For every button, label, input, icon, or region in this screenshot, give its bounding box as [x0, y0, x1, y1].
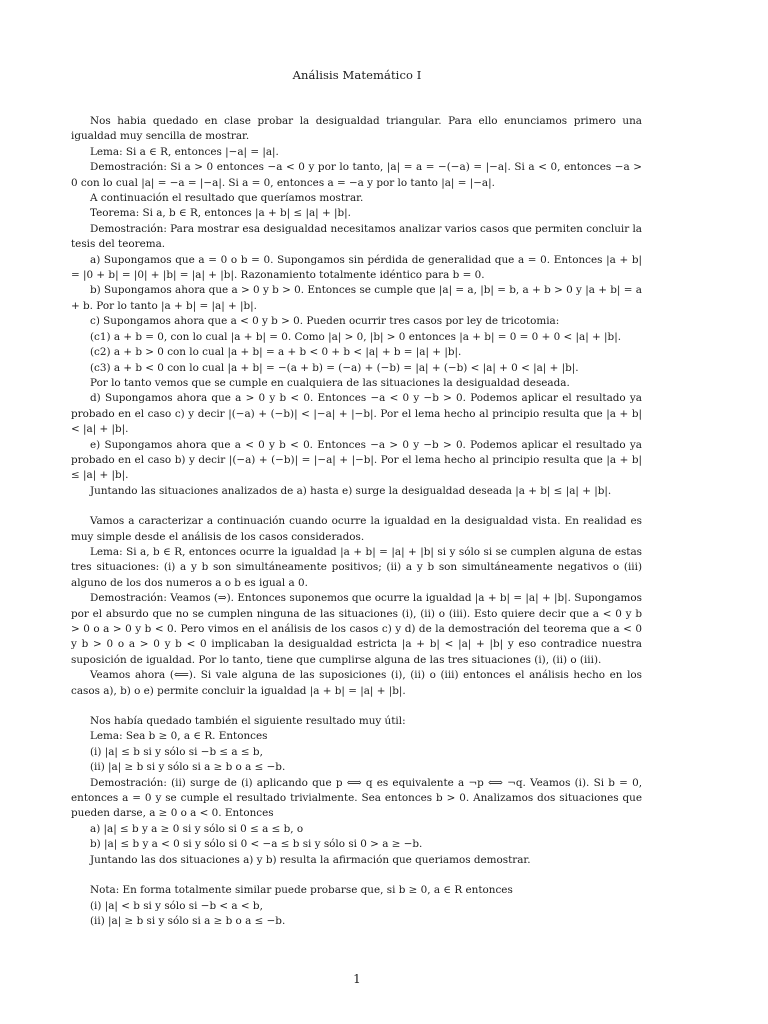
paragraph: Demostración: Para mostrar esa desigualdad necesitamos analizar varios casos que permiten concluir la tesis del teorema.: [71, 222, 642, 251]
paragraph-gap: [71, 699, 642, 714]
paragraph: Demostración: Veamos (⇒). Entonces suponemos que ocurre la igualdad |a + b| = |a| + |b|. Supongamos por el absurdo que no se cumplen ninguna de las situaciones (i), (ii) o (iii). Esto quiere decir que a < 0 y b > 0 o a > 0 y b < 0. Pero vimos en el análisis de los casos c) y d) de la demostración del teorema que a < 0 y b > 0 o a > 0 y b < 0 implicaban la desigualdad estricta |a + b| < |a| + |b| y eso contradice nuestra suposición de igualdad. Por lo tanto, tiene que cumplirse alguna de las tres situaciones (i), (ii) o (iii).: [71, 592, 642, 666]
paragraph: Por lo tanto vemos que se cumple en cualquiera de las situaciones la desigualdad deseada.: [90, 376, 570, 389]
paragraph-gap: [71, 499, 642, 514]
paragraph: a) Supongamos que a = 0 o b = 0. Supongamos sin pérdida de generalidad que a = 0. Entonces |a + b| = |0 + b| = |0| + |b| = |a| + |b|. Razonamiento totalmente idéntico para b = 0.: [71, 253, 642, 282]
paragraph: (ii) |a| ≥ b si y sólo si a ≥ b o a ≤ −b.: [90, 761, 286, 774]
paragraph: Nota: En forma totalmente similar puede probarse que, si b ≥ 0, a ∈ R entonces: [90, 884, 513, 897]
paragraph: Veamos ahora (⟸). Si vale alguna de las suposiciones (i), (ii) o (iii) entonces el análisis hecho en los casos a), b) o e) permite concluir la igualdad |a + b| = |a| + |b|.: [71, 669, 642, 697]
paragraph: Nos había quedado también el siguiente resultado muy útil:: [90, 715, 406, 728]
paragraph: (c2) a + b > 0 con lo cual |a + b| = a + b < 0 + b < |a| + b = |a| + |b|.: [90, 346, 462, 359]
paragraph: e) Supongamos ahora que a < 0 y b < 0. Entonces −a > 0 y −b > 0. Podemos aplicar el resultado ya probado en el caso b) y decir |(−a) + (−b)| = |−a| + |−b|. Por el lema hecho al principio resulta que |a + b| ≤ |a| + |b|.: [71, 438, 642, 482]
paragraph: Demostración: Si a > 0 entonces −a < 0 y por lo tanto, |a| = a = −(−a) = |−a|. Si a < 0, entonces −a > 0 con lo cual |a| = −a = |−a|. Si a = 0, entonces a = −a y por lo tanto |a| = |−a|.: [71, 161, 642, 189]
paragraph: Vamos a caracterizar a continuación cuando ocurre la igualdad en la desigualdad vista. En realidad es muy simple desde el análisis de los casos considerados.: [71, 515, 642, 543]
paragraph: b) Supongamos ahora que a > 0 y b > 0. Entonces se cumple que |a| = a, |b| = b, a + b > 0 y |a + b| = a + b. Por lo tanto |a + b| = |a| + |b|.: [71, 284, 642, 312]
paragraph: Lema: Si a ∈ R, entonces |−a| = |a|.: [90, 145, 279, 158]
paragraph: Nos habia quedado en clase probar la desigualdad triangular. Para ello enunciamos primero una igualdad muy sencilla de mostrar.: [71, 115, 642, 143]
paragraph: a) |a| ≤ b y a ≥ 0 si y sólo si 0 ≤ a ≤ b, o: [90, 822, 304, 835]
paragraph: b) |a| ≤ b y a < 0 si y sólo si 0 < −a ≤ b si y sólo si 0 > a ≥ −b.: [90, 838, 423, 851]
paragraph: c) Supongamos ahora que a < 0 y b > 0. Pueden ocurrir tres casos por ley de tricotomia:: [90, 315, 560, 328]
paragraph: Juntando las dos situaciones a) y b) resulta la afirmación que queriamos demostrar.: [90, 853, 531, 866]
paragraph: (c1) a + b = 0, con lo cual |a + b| = 0. Como |a| > 0, |b| > 0 entonces |a + b| = 0 = 0 + 0 < |a| + |b|.: [90, 330, 621, 343]
paragraph-gap: [71, 868, 642, 883]
document-body: [71, 114, 642, 929]
paragraph: Juntando las situaciones analizados de a) hasta e) surge la desigualdad deseada |a + b| ≤ |a| + |b|.: [90, 484, 612, 497]
paragraph: (c3) a + b < 0 con lo cual |a + b| = −(a + b) = (−a) + (−b) = |a| + (−b) < |a| + 0 < |a| + |b|.: [90, 361, 579, 374]
paragraph: Teorema: Si a, b ∈ R, entonces |a + b| ≤ |a| + |b|.: [90, 207, 351, 220]
paragraph: (i) |a| < b si y sólo si −b < a < b,: [90, 899, 263, 912]
paragraph: A continuación el resultado que queríamos mostrar.: [90, 192, 364, 205]
paragraph: Lema: Sea b ≥ 0, a ∈ R. Entonces: [90, 730, 268, 743]
page-number: 1: [353, 972, 361, 986]
paragraph: Demostración: (ii) surge de (i) aplicando que p ⟺ q es equivalente a ¬p ⟺ ¬q. Veamos (i). Si b = 0, entonces a = 0 y se cumple el resultado trivialmente. Sea entonces b > 0. Analizamos dos situaciones que pueden darse, a ≥ 0 o a < 0. Entonces: [71, 776, 642, 820]
paragraph: Lema: Si a, b ∈ R, entonces ocurre la igualdad |a + b| = |a| + |b| si y sólo si se cumplen alguna de estas tres situaciones: (i) a y b son simultáneamente positivos; (ii) a y b son simultáneamente negativos o (iii) alguno de los dos numeros a o b es igual a 0.: [71, 545, 642, 589]
paragraph: (ii) |a| ≥ b si y sólo si a ≥ b o a ≤ −b.: [90, 914, 286, 927]
paragraph: d) Supongamos ahora que a > 0 y b < 0. Entonces −a < 0 y −b > 0. Podemos aplicar el resultado ya probado en el caso c) y decir |(−a) + (−b)| < |−a| + |−b|. Por el lema hecho al principio resulta que |a + b| < |a| + |b|.: [71, 392, 642, 436]
page-title: Análisis Matemático I: [292, 68, 422, 82]
paragraph: (i) |a| ≤ b si y sólo si −b ≤ a ≤ b,: [90, 745, 263, 758]
